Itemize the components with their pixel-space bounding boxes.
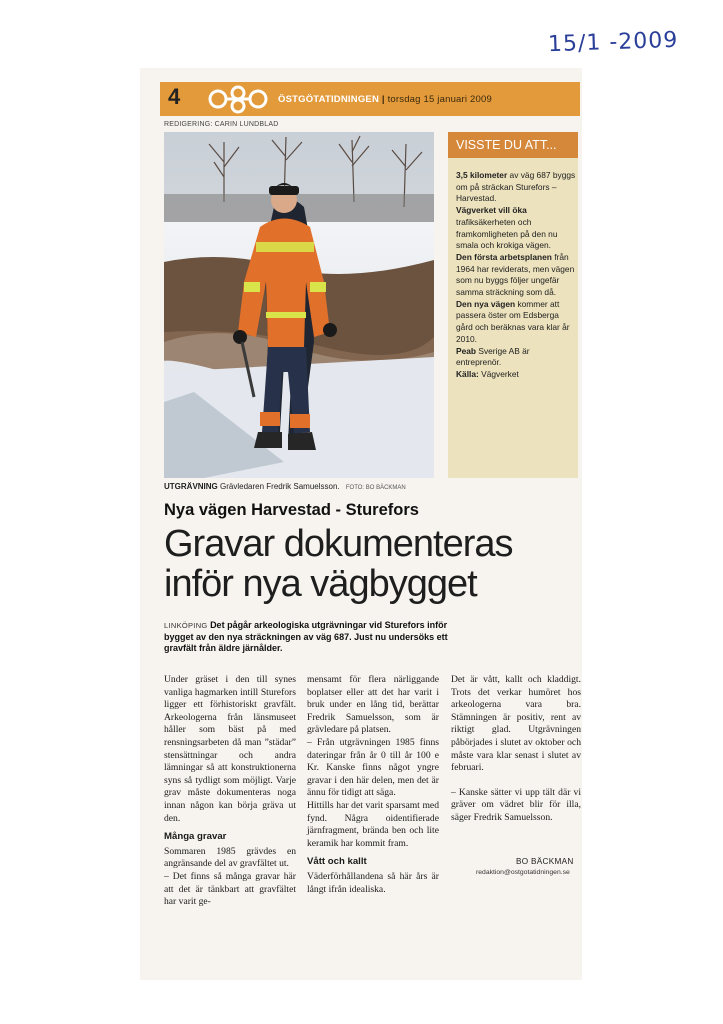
body-paragraph: – Från utgrävningen 1985 finns dateringar från år 0 till år 100 e Kr. Kanske finns något yngre gravar i den här delen, men det är ännu för tidigt att säga. [307, 736, 439, 799]
headline-line-1: Gravar dokumenteras [164, 523, 513, 565]
body-paragraph: Sommaren 1985 grävdes en angränsande del av gravfältet ut. [164, 845, 296, 870]
fact-item-text: kommer att passera öster om Edsberga gård och beräknas vara klar år 2010. [456, 298, 570, 344]
lead-text: Det pågår arkeologiska utgrävningar vid Sturefors inför bygget av den nya sträckningen av väg 687. Just nu undersöks ett gravfält från äldre järnålder. [164, 620, 448, 653]
body-paragraph: – Kanske sätter vi upp tält där vi gräver om vädret blir för illa, säger Fredrik Samuelsson. [451, 786, 581, 823]
article-headline [164, 524, 574, 604]
fact-box-header [448, 132, 578, 158]
fact-item [456, 369, 576, 381]
fact-item-text: från 1964 har reviderats, men vägen som nu byggs följer ungefär samma sträckning som då. [456, 251, 575, 298]
subheading: Vått och kallt [307, 856, 367, 868]
editor-credit: REDIGERING: CARIN LUNDBLAD [164, 121, 279, 128]
fact-item-bold: Vägverket vill öka [456, 205, 527, 216]
byline: BO BÄCKMAN [516, 857, 574, 866]
newspaper-logo-icon [206, 84, 270, 114]
dateline-place: LINKÖPING [164, 621, 208, 630]
article-lead [164, 620, 464, 655]
subheading: Många gravar [164, 831, 227, 843]
fact-item [456, 346, 576, 369]
body-paragraph: Hittills har det varit sparsamt med fynd. Några oidentifierade järnfragment, brända ben och lite keramik har kommit fram. [307, 799, 439, 849]
headline-line-2: inför nya vägbygget [164, 563, 477, 605]
article-kicker: Nya vägen Harvestad - Sturefors [164, 501, 419, 519]
article-column-1 [164, 674, 296, 909]
fact-item [456, 170, 576, 205]
photo-credit: FOTO: BO BÄCKMAN [345, 485, 406, 491]
article-column-2 [307, 674, 439, 896]
fact-item-text: Vägverket [478, 368, 519, 379]
article-column-3 [451, 674, 581, 825]
body-paragraph: mensamt för flera närliggande boplatser eller att det har varit i bruk under en lång tid, berättar Fredrik Samuelsson, som är grävledare på platsen. [307, 674, 439, 736]
fact-item-text: av väg 687 byggs om på sträckan Sturefors – Harvestad. [456, 170, 576, 204]
body-paragraph: Väderförhållandena så här års är långt ifrån idealiska. [307, 870, 439, 895]
fact-item-bold: Den nya vägen [456, 298, 516, 309]
body-paragraph: – Det finns så många gravar här att det är tänkbart att gravfältet har varit ge- [164, 870, 296, 908]
fact-item [456, 299, 576, 346]
contact-email: redaktion@ostgotatidningen.se [476, 869, 570, 876]
fact-item [456, 252, 576, 299]
fact-item-bold: 3,5 kilometer [456, 170, 508, 180]
fact-item [456, 205, 576, 252]
fact-box-title: VISSTE DU ATT... [456, 138, 557, 152]
body-paragraph: Under gräset i den till synes vanliga hagmarken intill Sturefors ligger ett förhistoriskt gravfält. Arkeologerna från länsmuseet håller som bäst på med rensningsarbeten då man ”städar” stensättningar och andra lämningar så att konstruktionerna syns så tydligt som möjligt. Varje grav måste dokumenteras noga innan någon kan börja gräva ut den. [164, 674, 296, 824]
issue-date: torsdag 15 januari 2009 [387, 94, 492, 105]
handwritten-date: 15/1 -2009 [547, 27, 679, 58]
fact-box-body [456, 170, 576, 381]
page-number: 4 [168, 84, 181, 109]
paper-name: ÖSTGÖTATIDNINGEN [278, 94, 380, 105]
caption-text: Grävledaren Fredrik Samuelsson. [220, 482, 340, 491]
fact-item-text: Sverige AB är entreprenör. [456, 345, 530, 368]
fact-item-text: trafiksäkerheten och framkomligheten på den nu smala och krokiga vägen. [456, 216, 558, 251]
fact-item-bold: Den första arbetsplanen [456, 251, 552, 262]
photo-caption [164, 482, 406, 491]
fact-item-bold: Källa: [456, 368, 479, 379]
fact-item-bold: Peab [456, 345, 477, 356]
excavation-photo [164, 132, 434, 478]
paper-masthead: ÖSTGÖTATIDNINGEN | torsdag 15 januari 2009 [278, 94, 492, 105]
caption-label: UTGRÄVNING [164, 482, 218, 491]
body-paragraph: Det är vått, kallt och kladdigt. Trots det verkar humöret hos arkeologerna vara bra. Stämningen är positiv, rent av riktigt glad. Utgrävningen påbörjades i slutet av oktober och måste vara klar senast i slutet av februari. [451, 674, 581, 774]
